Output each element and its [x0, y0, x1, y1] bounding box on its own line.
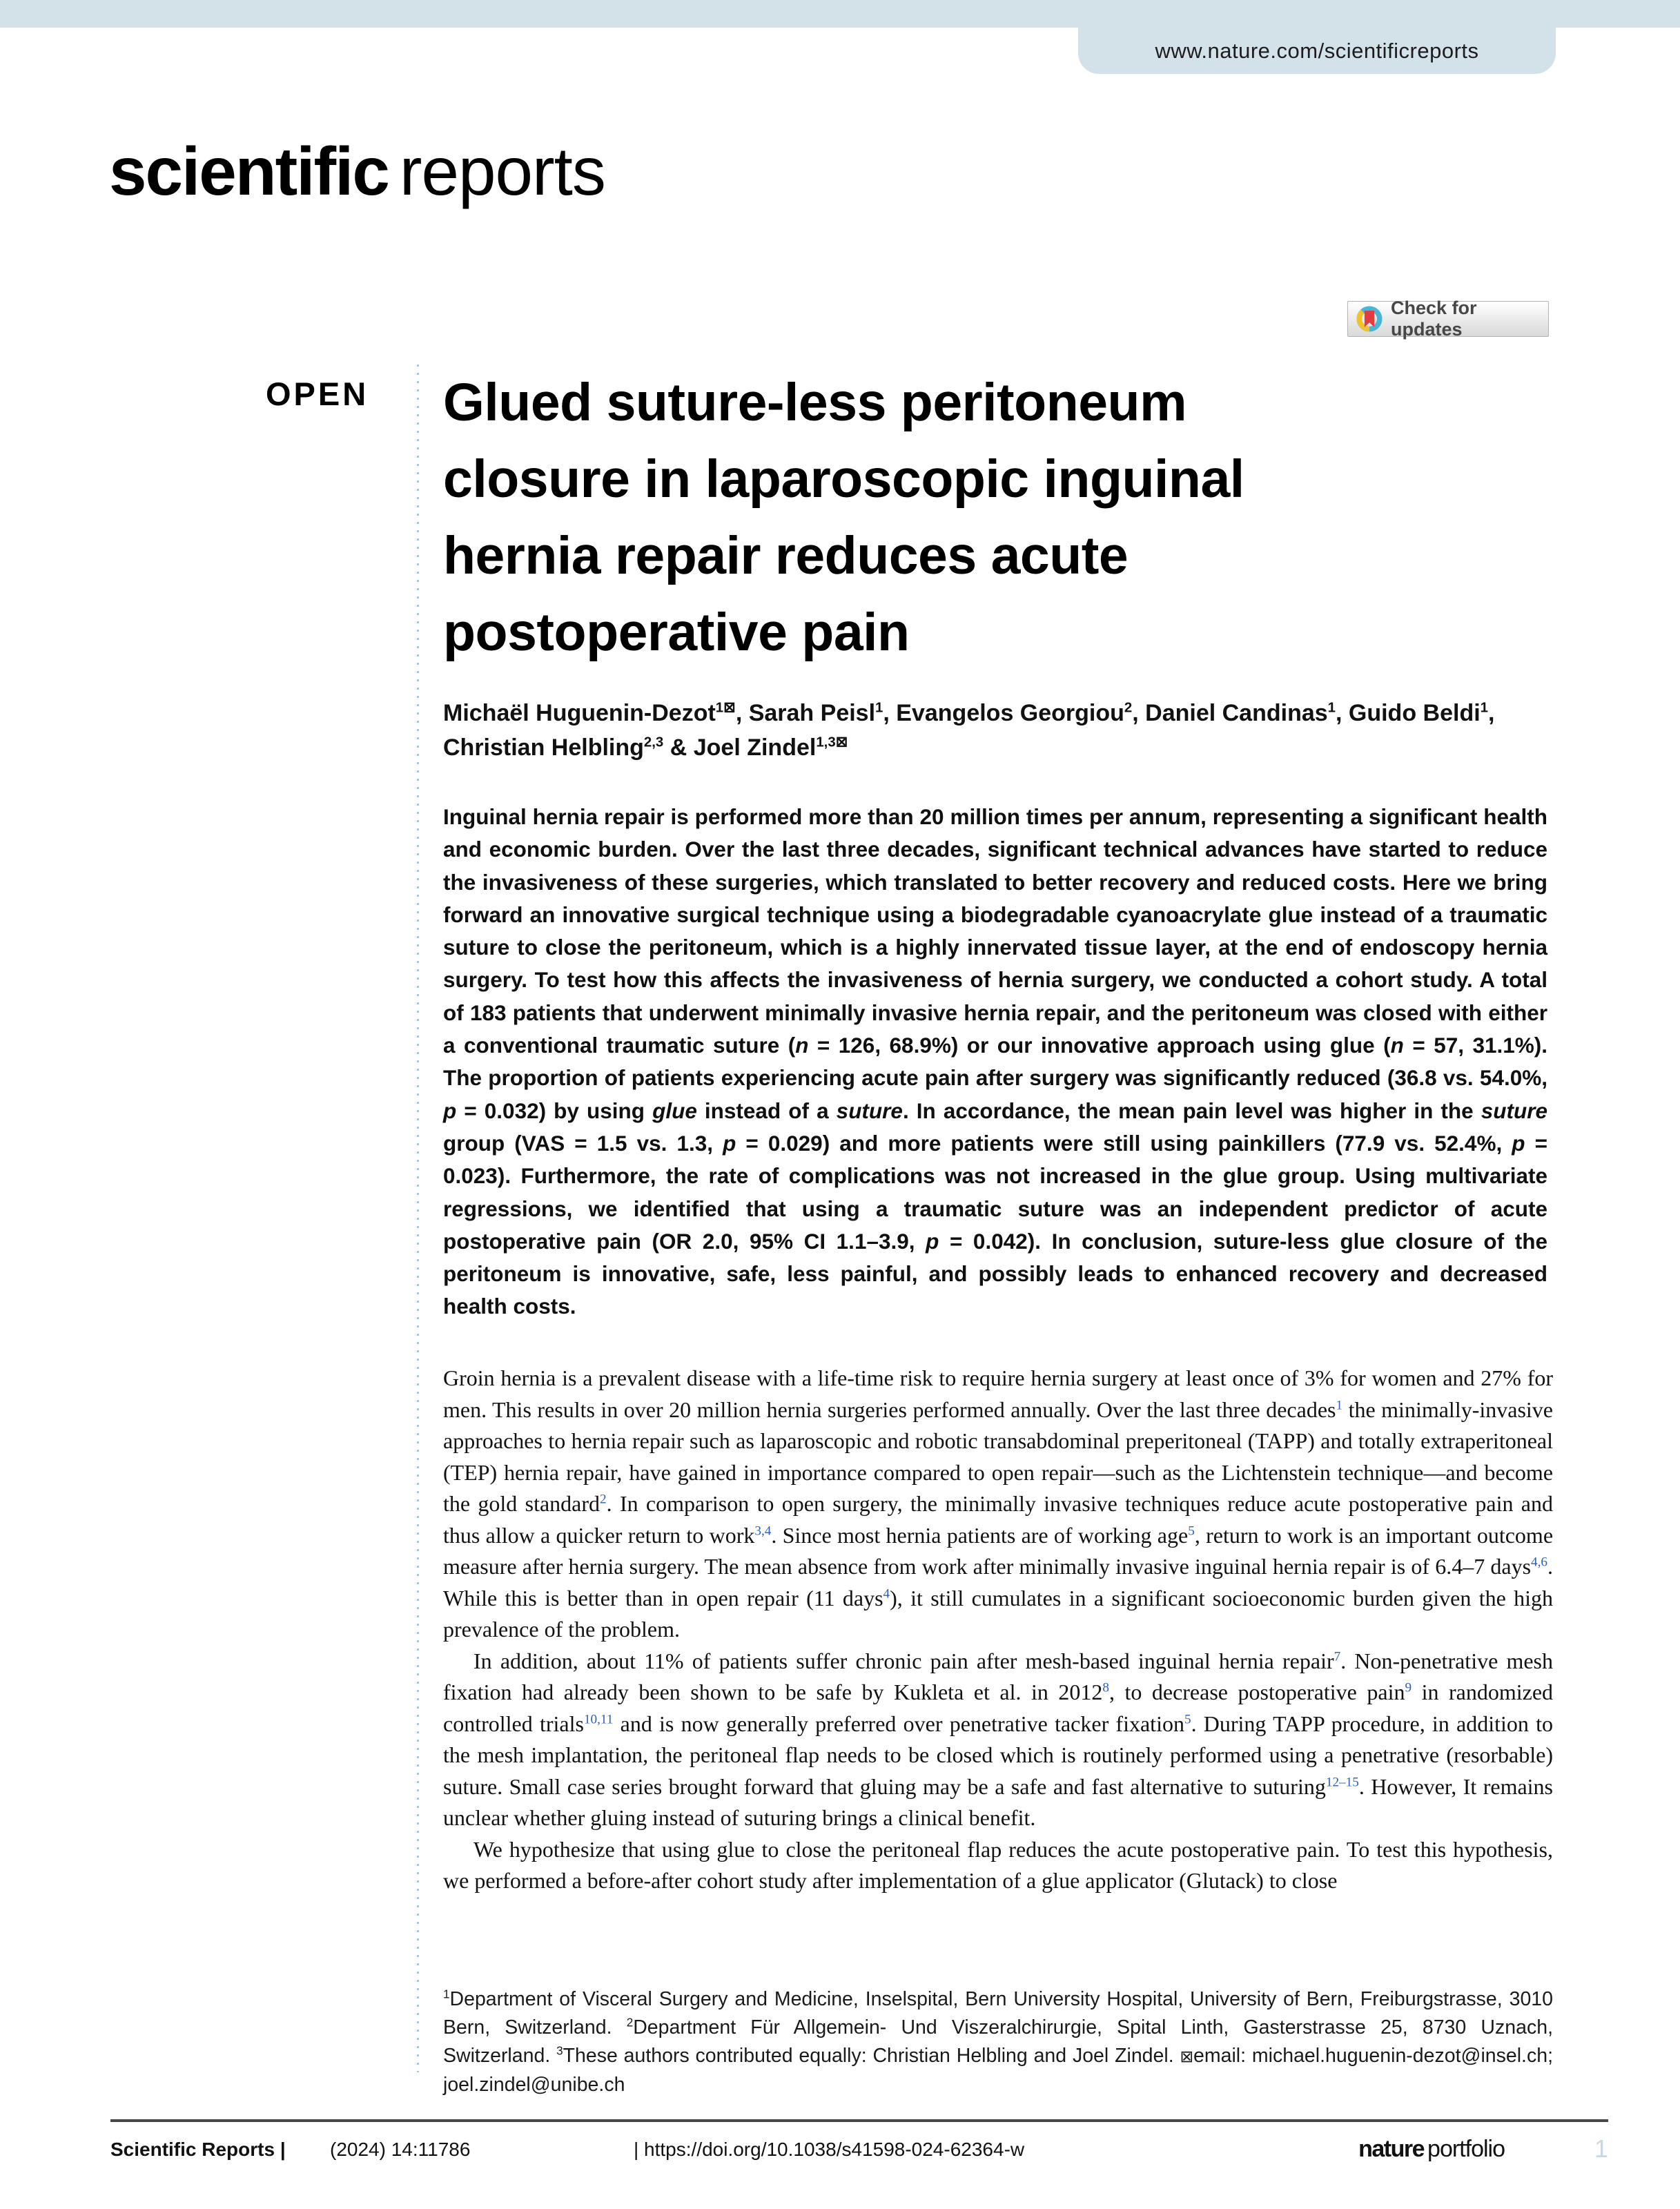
italic-text: p — [926, 1228, 939, 1254]
reference-superscript: 4 — [883, 1586, 890, 1601]
open-access-label: OPEN — [266, 376, 369, 412]
superscript: 1 — [1327, 700, 1336, 716]
italic-text: p — [1512, 1130, 1525, 1156]
author-list: Michaël Huguenin-Dezot$^{1⊠}$, Sarah Peisl$^1$, Evangelos Georgiou$^2$, Daniel Candinas$^1$, Guido Beldi$^1$, Christian Helbling$^{2,3}$ & Joel Zindel$^{1,3⊠}$ — [443, 699, 1495, 761]
reference-superscript: 12–15 — [1325, 1774, 1359, 1789]
intro-paragraph-1: Groin hernia is a prevalent disease with a life-time risk to require hernia surgery at least once of 3% for women and 27% for men. This results in over 20 million hernia surgeries performed annually. Over the last three decades$^1$ the minimally-invasive approaches to hernia repair such as laparoscopic and robotic transabdominal preperitoneal (TAPP) and totally extraperitoneal (TEP) hernia repair, have gained in importance compared to open repair—such as the Lichtenstein technique—and become the gold standard$^2$. In comparison to open surgery, the minimally invasive techniques reduce acute postoperative pain and thus allow a quicker return to work$^{3,4}$. Since most hernia patients are of working age$^5$, return to work is an important outcome measure after hernia surgery. The mean absence from work after minimally invasive inguinal hernia repair is of 6.4–7 days$^{4,6}$. While this is better than in open repair (11 days$^4$), it still cumulates in a significant socioeconomic burden given the high prevalence of the problem. — [443, 1365, 1554, 1642]
check-updates-label: Check for updates — [1391, 298, 1477, 340]
italic-text: p — [443, 1098, 457, 1123]
reference-superscript: 4,6 — [1531, 1555, 1547, 1570]
brand-nature: nature — [1358, 2136, 1425, 2162]
abstract-paragraph: Inguinal hernia repair is performed more than 20 million times per annum, representing a significant health and economic burden. Over the last three decades, significant technical advances have started to reduce the invasiveness of these surgeries, which translated to better recovery and reduced costs. Here we bring forward an innovative surgical technique using a biodegradable cyanoacrylate glue instead of a traumatic suture to close the peritoneum, which is a highly innervated tissue layer, at the end of endoscopy hernia surgery. To test how this affects the invasiveness of hernia surgery, we conducted a cohort study. A total of 183 patients that underwent minimally invasive hernia repair, and the peritoneum was closed with either a conventional traumatic suture (n = 126, 68.9%) or our innovative approach using glue (n = 57, 31.1%). The proportion of patients experiencing acute pain after surgery was significantly reduced (36.8 vs. 54.0%, p = 0.032) by using glue instead of a suture. In accordance, the mean pain level was higher in the suture group (VAS = 1.5 vs. 1.3, p = 0.029) and more patients were still using painkillers (77.9 vs. 52.4%, p = 0.023). Furthermore, the rate of complications was not increased in the glue group. Using multivariate regressions, we identified that using a traumatic suture was an independent predictor of acute postoperative pain (OR 2.0, 95% CI 1.1–3.9, p = 0.042). In conclusion, suture-less glue closure of the peritoneum is innovative, safe, less painful, and possibly leads to enhanced recovery and decreased health costs. — [443, 804, 1547, 1319]
reference-superscript: 9 — [1405, 1680, 1412, 1695]
title-line: hernia repair reduces acute — [443, 526, 1129, 585]
journal-logo — [109, 133, 605, 211]
footer-divider — [110, 2119, 1608, 2122]
intro-paragraph-2: In addition, about 11% of patients suffer chronic pain after mesh-based inguinal hernia repair$^7$. Non-penetrative mesh fixation had already been shown to be safe by Kukleta et al. in 2012$^8$, to decrease postoperative pain$^9$ in randomized controlled trials$^{10,11}$ and is now generally preferred over penetrative tacker fixation$^5$. During TAPP procedure, in addition to the mesh implantation, the peritoneal flap needs to be closed which is routinely performed using a penetrative (resorbable) suture. Small case series brought forward that gluing may be a safe and fast alternative to suturing$^{12-15}$. However, It remains unclear whether gluing instead of suturing brings a clinical benefit. — [443, 1648, 1554, 1830]
reference-superscript: 7 — [1334, 1648, 1341, 1664]
title-line: closure in laparoscopic inguinal — [443, 449, 1244, 509]
superscript: 2 — [1124, 700, 1133, 716]
brand-portfolio: portfolio — [1427, 2136, 1505, 2162]
email-envelope-icon: ⊠ — [723, 699, 736, 716]
email-envelope-icon: ⊠ — [835, 734, 848, 750]
email-envelope-icon: ⊠ — [1180, 2047, 1194, 2065]
superscript: 1 — [1480, 700, 1489, 716]
intro-paragraph-3: We hypothesize that using glue to close the peritoneal flap reduces the acute postoperative pain. To test this hypothesis, we performed a before-after cohort study after implementation of a glue applicator (Glutack) to close — [443, 1836, 1553, 1893]
reference-superscript: 1 — [1336, 1397, 1343, 1412]
logo-word-scientific: scientific — [109, 133, 389, 209]
superscript: 2 — [626, 2016, 634, 2030]
page-number: 1 — [1594, 2134, 1608, 2163]
reference-superscript: 5 — [1188, 1523, 1195, 1538]
italic-text: p — [723, 1130, 736, 1156]
superscript: 3 — [556, 2044, 563, 2058]
introduction-section — [443, 1363, 1553, 1897]
italic-text: suture — [836, 1098, 903, 1123]
italic-text: n — [795, 1033, 809, 1058]
footer-journal-name: Scientific Reports | — [110, 2139, 286, 2160]
italic-text: n — [1390, 1033, 1404, 1058]
title-dotted-divider — [417, 364, 419, 2072]
superscript: 2,3 — [643, 734, 664, 750]
italic-text: glue — [652, 1098, 697, 1123]
italic-text: suture — [1481, 1098, 1547, 1123]
reference-superscript: 3,4 — [754, 1523, 772, 1538]
logo-word-reports: reports — [399, 133, 605, 209]
superscript: 1,3 — [816, 734, 836, 750]
reference-superscript: 10,11 — [583, 1711, 614, 1726]
superscript: 1 — [875, 700, 883, 716]
superscript: 1 — [443, 1987, 450, 2001]
reference-superscript: 8 — [1102, 1680, 1109, 1695]
check-updates-icon — [1356, 306, 1383, 332]
title-line: Glued suture-less peritoneum — [443, 373, 1187, 432]
reference-superscript: 2 — [600, 1492, 607, 1507]
reference-superscript: 5 — [1184, 1711, 1191, 1726]
footer-issue-number: (2024) 14:11786 — [330, 2139, 471, 2160]
header-banner-strip — [0, 0, 1680, 28]
journal-url: www.nature.com/scientificreports — [1155, 38, 1479, 63]
affiliations-footnote: $^1$Department of Visceral Surgery and Medicine, Inselspital, Bern University Hospital, University of Bern, Freiburgstrasse, 3010 Bern, Switzerland. $^2$Department Für Allgemein- Und Viszeralchirurgie, Spital Linth, Gasterstrasse 25, 8730 Uznach, Switzerland. $^3$These authors contributed equally: Christian Helbling and Joel Zindel. ⊠email: michael.huguenin-dezot@insel.ch; joel.zindel@unibe.ch — [443, 1987, 1553, 2096]
check-for-updates-button[interactable] — [1347, 298, 1549, 340]
superscript: 1 — [715, 700, 724, 716]
page-footer — [110, 2134, 1608, 2180]
nature-portfolio-logo — [1358, 2136, 1505, 2163]
footer-doi-link[interactable]: | https://doi.org/10.1038/s41598-024-62364-w — [634, 2139, 1025, 2160]
journal-url-tab — [1078, 28, 1556, 74]
title-line: postoperative pain — [443, 603, 910, 662]
article-title — [443, 364, 1575, 671]
